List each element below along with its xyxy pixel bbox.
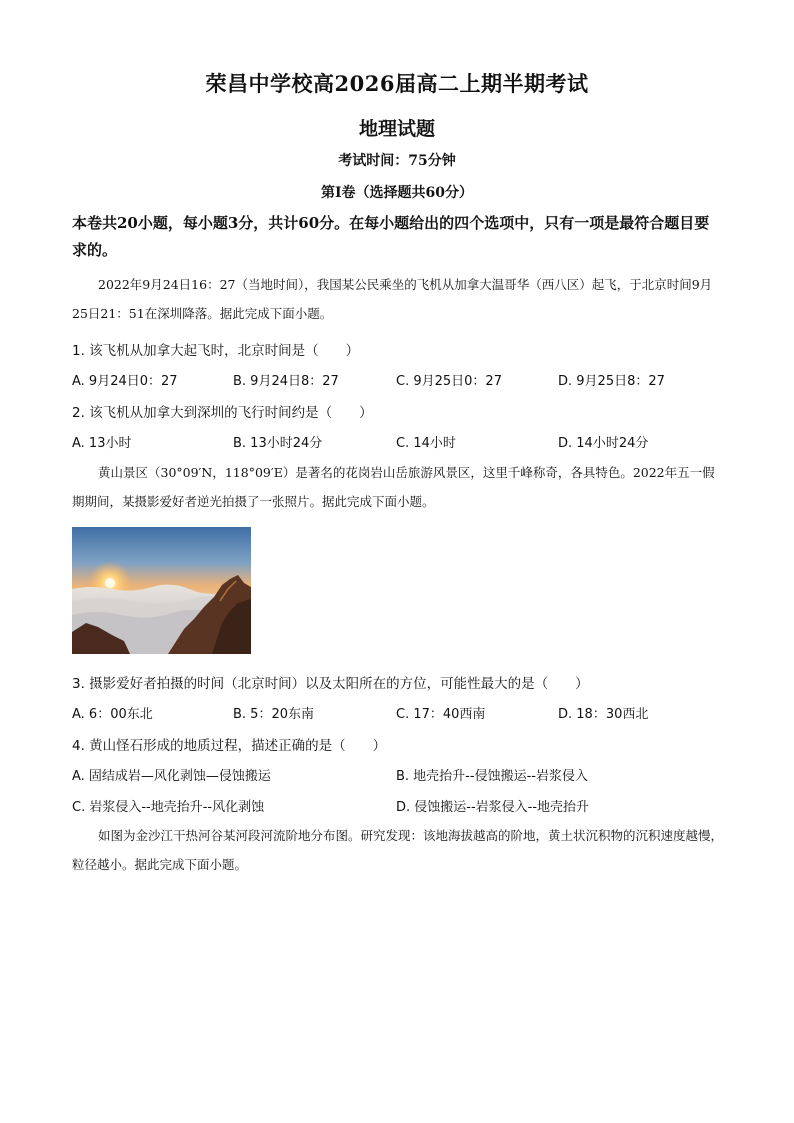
passage-jinsha-river: 如图为金沙江干热河谷某河段河流阶地分布图。研究发现：该地海拔越高的阶地，黄土状沉积物的沉积速度越慢，粒径越小。据此完成下面小题。 xyxy=(72,828,724,872)
exam-title: 荣昌中学校高2026届高二上期半期考试 xyxy=(205,71,589,96)
section-heading: 第Ⅰ卷（选择题共60分） xyxy=(320,185,474,201)
question-4-option-d[interactable]: D. 侵蚀搬运--岩浆侵入--地壳抬升 xyxy=(396,800,590,815)
question-2-option-d[interactable]: D. 14小时24分 xyxy=(558,436,649,451)
question-2-option-a[interactable]: A. 13小时 xyxy=(72,436,132,451)
passage-huangshan: 黄山景区（30°09′N，118°09′E）是著名的花岗岩山岳旅游风景区，这里千峰称奇，各具特色。2022年五一假期期间，某摄影爱好者逆光拍摄了一张照片。据此完成下面小题。 xyxy=(72,465,715,509)
question-1-stem: 1. 该飞机从加拿大起飞时，北京时间是（ ） xyxy=(72,343,360,359)
question-1-option-d[interactable]: D. 9月25日8：27 xyxy=(558,374,665,389)
question-3-option-a[interactable]: A. 6：00东北 xyxy=(72,707,153,722)
question-2-option-c[interactable]: C. 14小时 xyxy=(396,436,456,451)
question-1-option-c[interactable]: C. 9月25日0：27 xyxy=(396,374,502,389)
exam-time: 考试时间：75分钟 xyxy=(338,153,456,169)
passage-flight: 2022年9月24日16：27（当地时间），我国某公民乘坐的飞机从加拿大温哥华（西八区）起飞，于北京时间9月25日21：51在深圳降落。据此完成下面小题。 xyxy=(72,277,713,321)
instructions: 本卷共20小题，每小题3分，共计60分。在每小题给出的四个选项中，只有一项是最符合题目要求的。 xyxy=(72,214,710,259)
question-3-option-d[interactable]: D. 18：30西北 xyxy=(558,707,649,722)
huangshan-sunrise-photo xyxy=(72,527,251,654)
question-4-option-b[interactable]: B. 地壳抬升--侵蚀搬运--岩浆侵入 xyxy=(396,769,588,784)
question-2-option-b[interactable]: B. 13小时24分 xyxy=(233,436,323,451)
question-4-stem: 4. 黄山怪石形成的地质过程，描述正确的是（ ） xyxy=(72,738,387,754)
subject-title: 地理试题 xyxy=(358,118,435,140)
question-1-option-a[interactable]: A. 9月24日0：27 xyxy=(72,374,178,389)
question-4-option-c[interactable]: C. 岩浆侵入--地壳抬升--风化剥蚀 xyxy=(72,800,265,815)
question-4-option-a[interactable]: A. 固结成岩—风化剥蚀—侵蚀搬运 xyxy=(72,769,271,784)
question-1-option-b[interactable]: B. 9月24日8：27 xyxy=(233,374,339,389)
question-2-stem: 2. 该飞机从加拿大到深圳的飞行时间约是（ ） xyxy=(72,405,373,421)
question-3-stem: 3. 摄影爱好者拍摄的时间（北京时间）以及太阳所在的方位，可能性最大的是（ ） xyxy=(72,676,589,692)
question-3-option-c[interactable]: C. 17：40西南 xyxy=(396,707,486,722)
question-3-option-b[interactable]: B. 5：20东南 xyxy=(233,707,314,722)
